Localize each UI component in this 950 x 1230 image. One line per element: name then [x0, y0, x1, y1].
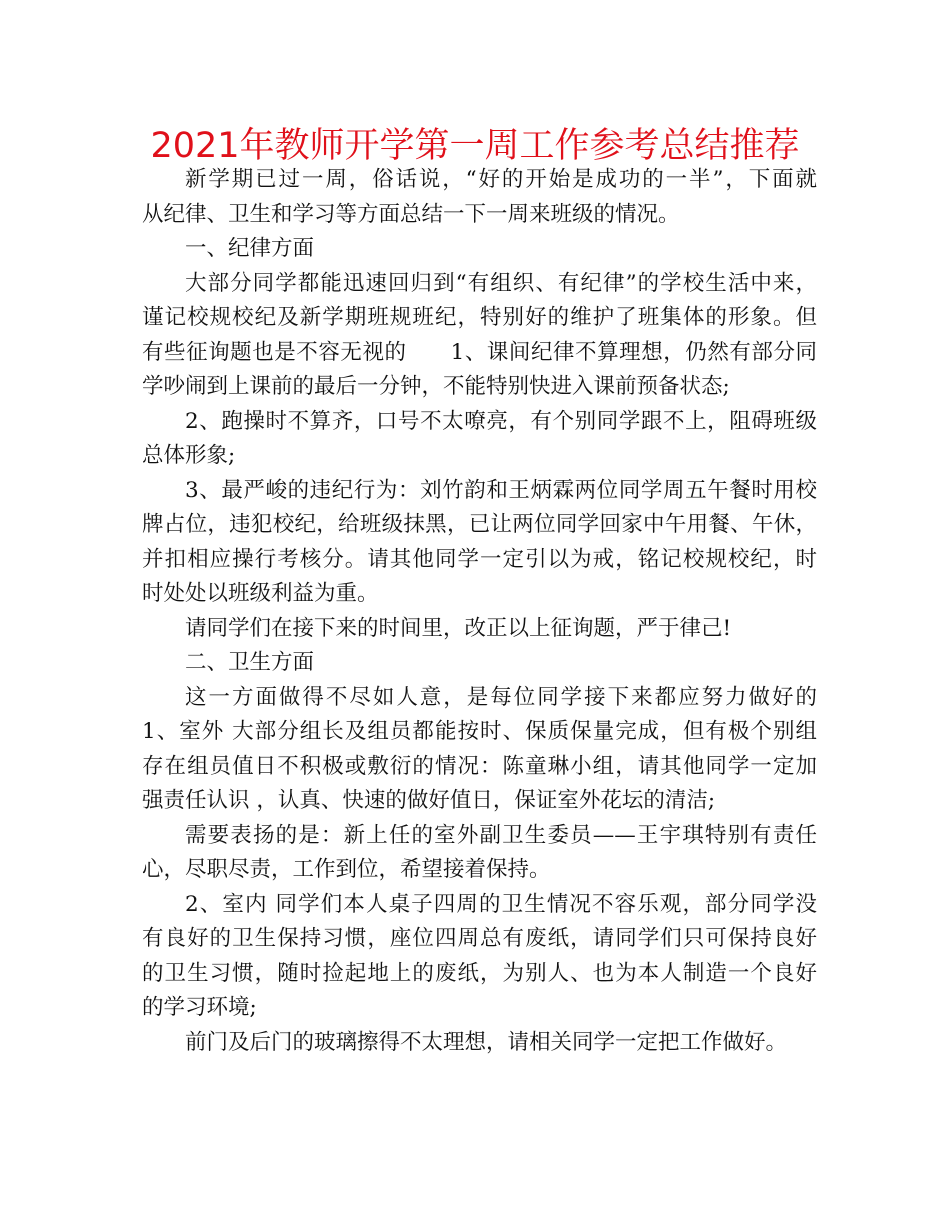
text-line: 前门及后门的玻璃擦得不太理想，请相关同学一定把工作做好。 [185, 1029, 788, 1055]
text-line: 心，尽职尽责，工作到位，希望接着保持。 [142, 857, 551, 882]
text-line: 一、纪律方面 [185, 236, 315, 261]
text-line: 有些征询题也是不容无视的 1、课间纪律不算理想，仍然有部分同 [142, 339, 817, 365]
text-line: 有良好的卫生保持习惯，座位四周总有废纸，请同学们只可保持良好 [142, 926, 817, 951]
text-line: 需要表扬的是：新上任的室外副卫生委员——王宇琪特别有责任 [185, 822, 817, 848]
text-line: 时处处以班级利益为重。 [142, 581, 379, 606]
text-line: 总体形象; [142, 443, 236, 468]
text-line: 的卫生习惯，随时捡起地上的废纸，为别人、也为本人制造一个良好 [142, 960, 817, 986]
text-line: 2、室内 同学们本人桌子四周的卫生情况不容乐观，部分同学没 [185, 891, 817, 917]
text-line: 并扣相应操行考核分。请其他同学一定引以为戒，铭记校规校纪，时 [142, 546, 817, 572]
document-title: 2021年教师开学第一周工作参考总结推荐 [150, 126, 800, 166]
text-line: 大部分同学都能迅速回归到“有组织、有纪律”的学校生活中来， [185, 270, 817, 296]
text-line: 的学习环境; [142, 995, 257, 1020]
text-line: 学吵闹到上课前的最后一分钟，不能特别快进入课前预备状态; [142, 374, 730, 399]
text-line: 2、跑操时不算齐，口号不太嘹亮，有个别同学跟不上，阻碍班级 [185, 408, 817, 434]
text-line: 从纪律、卫生和学习等方面总结一下一周来班级的情况。 [142, 201, 680, 227]
text-line: 这一方面做得不尽如人意，是每位同学接下来都应努力做好的 [185, 684, 817, 710]
text-line: 二、卫生方面 [185, 650, 315, 675]
text-line: 强责任认识 ，认真、快速的做好值日，保证室外花坛的清洁; [142, 788, 716, 813]
text-line: 新学期已过一周，俗话说，“好的开始是成功的一半”，下面就 [185, 167, 817, 192]
text-line: 请同学们在接下来的时间里，改正以上征询题，严于律己! [185, 615, 732, 641]
text-line: 1、室外 大部分组长及组员都能按时、保质保量完成，但有极个别组 [142, 719, 817, 744]
text-line: 3、最严峻的违纪行为：刘竹韵和王炳霖两位同学周五午餐时用校 [185, 477, 817, 503]
text-line: 牌占位，违犯校纪，给班级抹黑，已让两位同学回家中午用餐、午休， [142, 512, 817, 537]
text-line: 谨记校规校纪及新学期班规班纪，特别好的维护了班集体的形象。但 [142, 305, 817, 330]
text-line: 存在组员值日不积极或敷衍的情况：陈童琳小组，请其他同学一定加 [142, 753, 817, 779]
document-body [142, 163, 817, 1060]
